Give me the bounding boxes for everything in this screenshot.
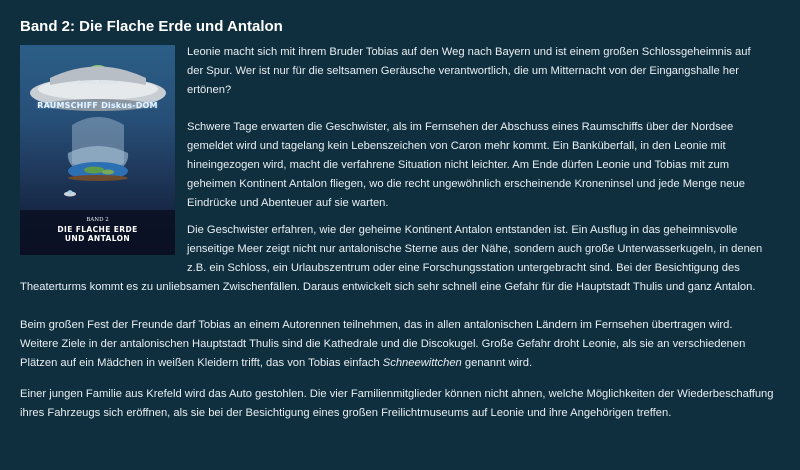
text-line bbox=[20, 354, 790, 373]
text-line: Theaterturms kommt es zu unliebsamen Zwischenfällen. Daraus entwickelt sich sehr schnell eine Gefahr für die Hauptstadt Thulis und ganz Antalon. bbox=[20, 281, 756, 293]
cover-series-title: RAUMSCHIFF Diskus-DOM bbox=[37, 101, 158, 110]
paragraph-3 bbox=[187, 221, 787, 278]
cover-artwork bbox=[20, 45, 175, 255]
paragraph-1 bbox=[187, 43, 787, 100]
text-line: der Spur. Wer ist nur für die seltsamen Geräusche verantwortlich, die um Mitternacht von der Eingangshalle her bbox=[187, 65, 739, 77]
cover-book-title bbox=[20, 225, 175, 243]
text-fragment: Plätzen auf ein Mädchen in weißen Kleidern trifft, das von Tobias einfach bbox=[20, 357, 383, 369]
text-line: Die Geschwister erfahren, wie der geheime Kontinent Antalon entstanden ist. Ein Ausflug in das geheimnisvolle bbox=[187, 224, 738, 236]
text-line: Beim großen Fest der Freunde darf Tobias an einem Autorennen teilnehmen, das in allen antalonischen Ländern im Fernsehen übertragen wird. bbox=[20, 319, 733, 331]
paragraph-3-continued bbox=[20, 278, 790, 297]
text-line: Eindrücke und Abenteuer auf sie warten. bbox=[187, 197, 389, 209]
text-line: Einer jungen Familie aus Krefeld wird das Auto gestohlen. Die vier Familienmitglieder können nicht ahnen, welche Möglichkeiten der Wiederbeschaffung bbox=[20, 388, 774, 400]
text-line: Schwere Tage erwarten die Geschwister, als im Fernsehen der Abschuss eines Raumschiffs über der Nordsee bbox=[187, 121, 734, 133]
page-title: Band 2: Die Flache Erde und Antalon bbox=[20, 18, 283, 35]
book-cover-image bbox=[20, 45, 175, 255]
text-fragment: genannt wird. bbox=[461, 357, 533, 369]
text-line: z.B. ein Schloss, ein Urlaubszentrum oder eine Forschungsstation untergebracht sind. Bei der Besichtigung des bbox=[187, 262, 740, 274]
text-line: Leonie macht sich mit ihrem Bruder Tobias auf den Weg nach Bayern und ist einem großen Schlossgeheimnis auf bbox=[187, 46, 751, 58]
text-line: jenseitige Meer zeigt nicht nur antalonische Sterne aus der Nähe, sondern auch große Unterwasserkugeln, in denen bbox=[187, 243, 763, 255]
cover-title-line: DIE FLACHE ERDE bbox=[57, 225, 138, 234]
paragraph-5 bbox=[20, 385, 790, 423]
paragraph-4 bbox=[20, 316, 790, 373]
text-line: ertönen? bbox=[187, 84, 232, 96]
cover-band-number: BAND 2 bbox=[86, 217, 109, 223]
text-line: gemeldet wird und tagelang kein Lebenszeichen von Caron mehr kommt. Ein Banküberfall, in den Leonie mit bbox=[187, 140, 726, 152]
cover-title-line: UND ANTALON bbox=[64, 234, 131, 243]
text-line: hineingezogen wird, macht die verfahrene Situation nicht leichter. Am Ende dürfen Leonie und Tobias mit zum bbox=[187, 159, 730, 171]
text-line: Weitere Ziele in der antalonischen Hauptstadt Thulis sind die Kathedrale und die Discokugel. Große Gefahr droht Leonie, als sie an verschiedenen bbox=[20, 338, 746, 350]
paragraph-2 bbox=[187, 118, 787, 213]
text-line: ihres Fahrzeugs sich eröffnen, als sie bei der Besichtigung eines großen Freilichtmuseums auf Leonie und ihre Angehörigen treffen. bbox=[20, 407, 672, 419]
text-line: geheimen Kontinent Antalon fliegen, wo die recht ungewöhnlich erscheinende Kroneninsel und jede Menge neue bbox=[187, 178, 745, 190]
cover-author: Gerhard Brauner bbox=[76, 80, 119, 86]
emphasis-text: Schneewittchen bbox=[382, 357, 462, 369]
